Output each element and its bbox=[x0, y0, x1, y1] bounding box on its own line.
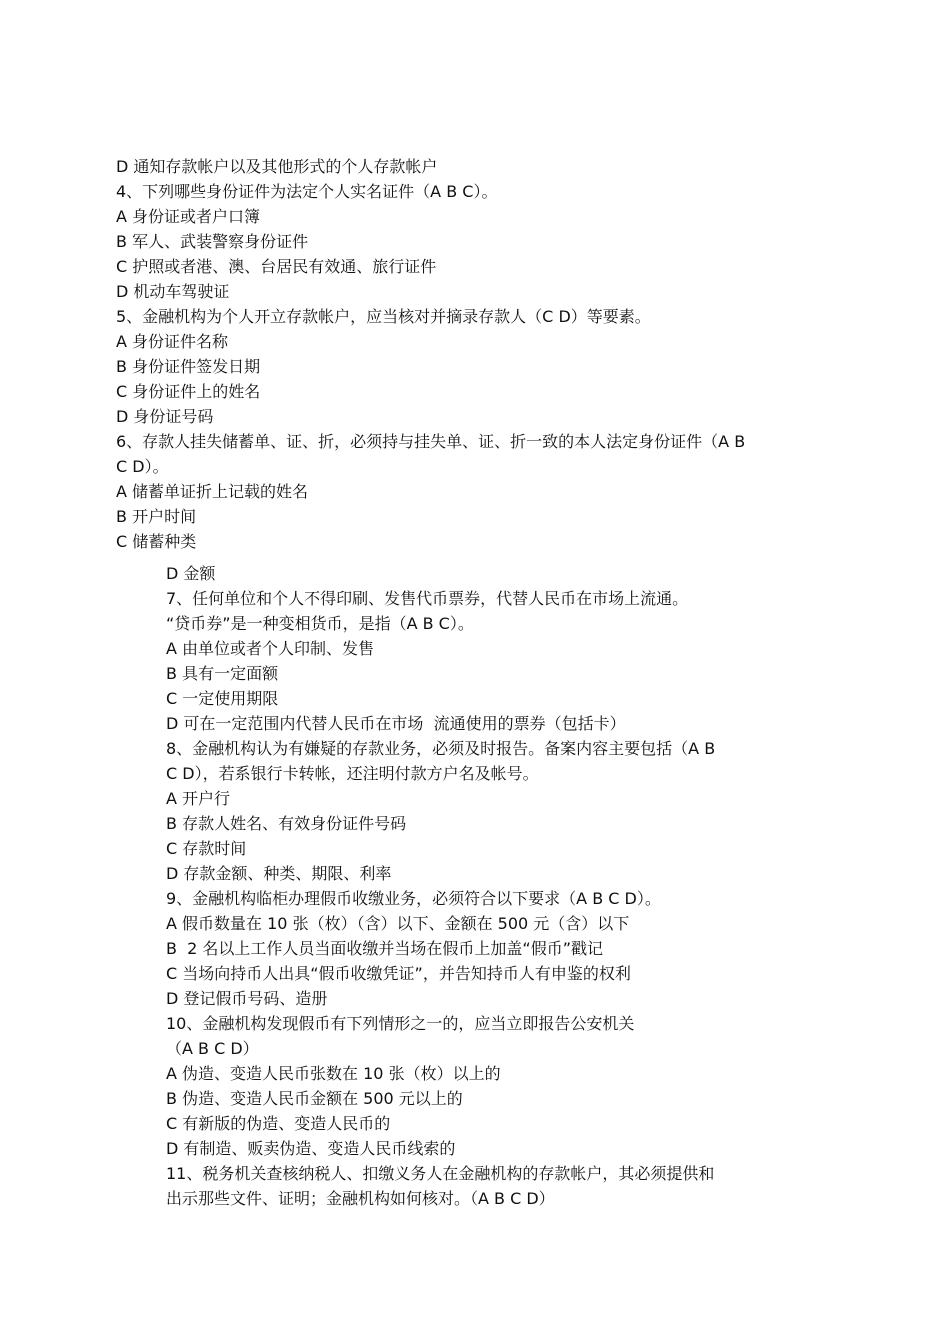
text-line: C D），若系银行卡转帐，还注明付款方户名及帐号。 bbox=[166, 764, 539, 783]
text-line: B 开户时间 bbox=[116, 507, 197, 526]
text-line: B 军人、武装警察身份证件 bbox=[116, 232, 309, 251]
text-line: A 由单位或者个人印制、发售 bbox=[166, 639, 375, 658]
text-line: B 伪造、变造人民币金额在 500 元以上的 bbox=[166, 1089, 463, 1108]
text-line: （A B C D） bbox=[166, 1039, 259, 1058]
text-line: D 机动车驾驶证 bbox=[116, 282, 230, 301]
text-line: A 身份证件名称 bbox=[116, 332, 229, 351]
question-7-text: 7、任何单位和个人不得印刷、发售代币票券，代替人民币在市场上流通。 bbox=[166, 589, 689, 608]
text-line: C 一定使用期限 bbox=[166, 689, 279, 708]
text-line: D 登记假币号码、造册 bbox=[166, 989, 328, 1008]
text-line: A 身份证或者户口簿 bbox=[116, 207, 261, 226]
text-line: C 储蓄种类 bbox=[116, 532, 197, 551]
text-line: D 通知存款帐户以及其他形式的个人存款帐户 bbox=[116, 157, 438, 176]
question-6-text: 6、存款人挂失储蓄单、证、折，必须持与挂失单、证、折一致的本人法定身份证件（A B bbox=[116, 432, 746, 451]
text-line: A 假币数量在 10 张（枚）（含）以下、金额在 500 元（含）以下 bbox=[166, 914, 630, 933]
question-5-text: 5、金融机构为个人开立存款帐户，应当核对并摘录存款人（C D）等要素。 bbox=[116, 307, 651, 326]
text-line: B 2 名以上工作人员当面收缴并当场在假币上加盖“假币”戳记 bbox=[166, 939, 603, 958]
text-line: B 具有一定面额 bbox=[166, 664, 279, 683]
text-line: D 可在一定范围内代替人民币在市场 流通使用的票券（包括卡） bbox=[166, 714, 626, 733]
text-line: A 开户行 bbox=[166, 789, 231, 808]
text-line: C 存款时间 bbox=[166, 839, 247, 858]
question-10-text: 10、金融机构发现假币有下列情形之一的，应当立即报告公安机关 bbox=[166, 1014, 635, 1033]
text-line: C 有新版的伪造、变造人民币的 bbox=[166, 1114, 391, 1133]
text-line: D 身份证号码 bbox=[116, 407, 214, 426]
text-line: A 伪造、变造人民币张数在 10 张（枚）以上的 bbox=[166, 1064, 501, 1083]
text-line: C 护照或者港、澳、台居民有效通、旅行证件 bbox=[116, 257, 437, 276]
text-line: 出示那些文件、证明；金融机构如何核对。（A B C D） bbox=[166, 1189, 555, 1208]
question-8-text: 8、金融机构认为有嫌疑的存款业务，必须及时报告。备案内容主要包括（A B bbox=[166, 739, 716, 758]
question-4-text: 4、下列哪些身份证件为法定个人实名证件（A B C）。 bbox=[116, 182, 498, 201]
text-block-top bbox=[116, 154, 856, 554]
question-11-text: 11、税务机关查核纳税人、扣缴义务人在金融机构的存款帐户，其必须提供和 bbox=[166, 1164, 715, 1183]
text-line: D 存款金额、种类、期限、利率 bbox=[166, 864, 392, 883]
text-line: D 金额 bbox=[166, 564, 216, 583]
question-9-text: 9、金融机构临柜办理假币收缴业务，必须符合以下要求（A B C D）。 bbox=[166, 889, 661, 908]
text-line: C 当场向持币人出具“假币收缴凭证”，并告知持币人有申鉴的权利 bbox=[166, 964, 631, 983]
text-block-indented bbox=[166, 561, 806, 1211]
text-line: “贷币券”是一种变相货币，是指（A B C）。 bbox=[166, 614, 474, 633]
text-line: C 身份证件上的姓名 bbox=[116, 382, 261, 401]
text-line: B 存款人姓名、有效身份证件号码 bbox=[166, 814, 407, 833]
text-line: D 有制造、贩卖伪造、变造人民币线索的 bbox=[166, 1139, 456, 1158]
text-line: A 储蓄单证折上记载的姓名 bbox=[116, 482, 309, 501]
text-line: B 身份证件签发日期 bbox=[116, 357, 261, 376]
text-line: C D）。 bbox=[116, 457, 169, 476]
